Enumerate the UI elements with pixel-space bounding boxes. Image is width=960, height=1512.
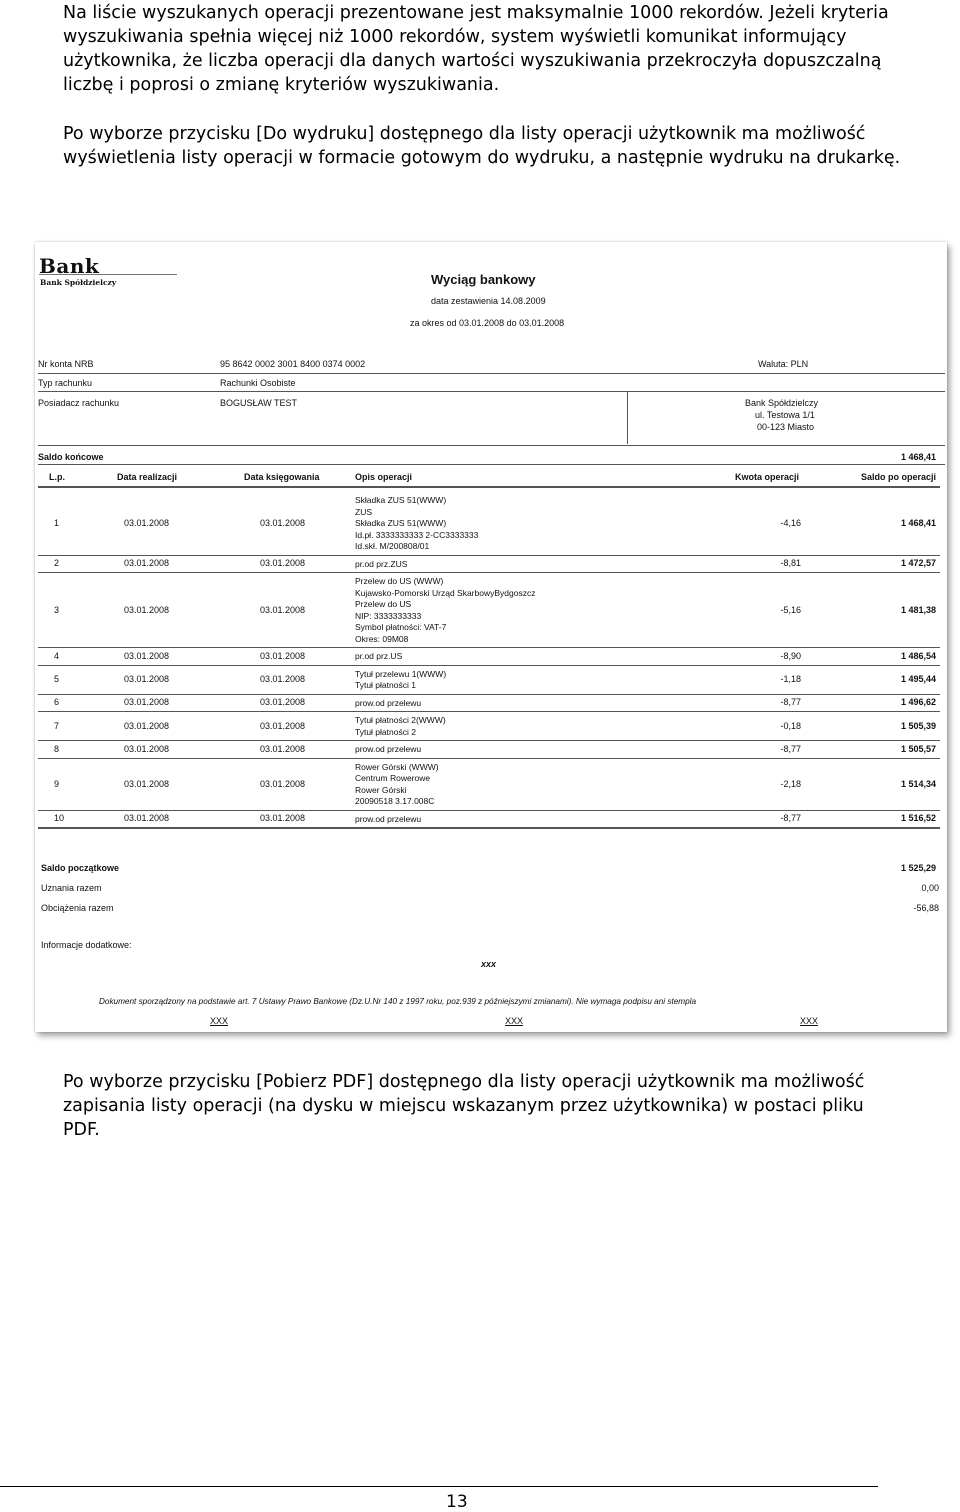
- additional-info-label: Informacje dodatkowe:: [41, 940, 132, 950]
- currency: Waluta: PLN: [758, 359, 809, 369]
- row-description-line: prow.od przelewu: [355, 813, 422, 824]
- row-description-line: Symbol płatności: VAT-7: [355, 622, 447, 632]
- row-lp: 3: [54, 604, 60, 615]
- row-description-line: ZUS: [355, 506, 372, 517]
- row-description-line: Id.skł. M/200808/01: [355, 541, 430, 551]
- additional-info-value: xxx: [481, 959, 497, 969]
- row-amount: -2,18: [780, 778, 801, 789]
- col-amount: Kwota operacji: [735, 472, 800, 482]
- divider: [38, 373, 945, 374]
- row-lp: 8: [54, 743, 60, 754]
- row-description-line: Rower Górski (WWW): [355, 761, 439, 772]
- col-posting-date: Data księgowania: [244, 472, 320, 482]
- divider: [627, 392, 628, 444]
- row-divider: [38, 665, 940, 666]
- page-number: 13: [446, 1492, 468, 1512]
- row-description-line: Tytuł płatności 2(WWW): [355, 715, 446, 725]
- row-realization-date: 03.01.2008: [124, 778, 170, 789]
- initial-balance-value: 1 525,29: [900, 863, 936, 873]
- row-balance: 1 505,39: [900, 720, 936, 731]
- row-divider: [38, 647, 940, 648]
- row-amount: -8,77: [780, 743, 801, 754]
- row-realization-date: 03.01.2008: [124, 604, 170, 615]
- row-amount: -8,81: [780, 558, 801, 569]
- row-description-line: Składka ZUS 51(WWW): [355, 518, 447, 528]
- print-button-paragraph: Po wyborze przycisku [Do wydruku] dostępnego dla listy operacji użytkownik ma możliwość wyświetlenia listy operacji w formacie gotowym do wydruku, a następnie wydruku na drukarkę.: [63, 124, 901, 168]
- row-realization-date: 03.01.2008: [124, 813, 170, 824]
- divider: [38, 464, 945, 465]
- row-posting-date: 03.01.2008: [260, 674, 306, 684]
- divider: [38, 391, 945, 392]
- row-divider: [38, 740, 940, 741]
- row-lp: 7: [54, 720, 60, 731]
- row-posting-date: 03.01.2008: [260, 558, 306, 569]
- initial-balance-label: Saldo początkowe: [41, 863, 120, 873]
- bank-logo: Bank: [39, 254, 100, 278]
- footer-mark-center: XXX: [505, 1016, 524, 1026]
- row-balance: 1 514,34: [900, 778, 936, 789]
- row-lp: 2: [54, 558, 60, 569]
- row-description-line: prow.od przelewu: [355, 744, 422, 754]
- statement-period: za okres od 03.01.2008 do 03.01.2008: [410, 318, 565, 328]
- row-posting-date: 03.01.2008: [260, 743, 306, 754]
- row-posting-date: 03.01.2008: [260, 720, 306, 731]
- footer-mark-left: XXX: [210, 1016, 229, 1026]
- statement-date: data zestawienia 14.08.2009: [431, 296, 546, 306]
- row-lp: 4: [54, 650, 60, 661]
- holder-value: BOGUSŁAW TEST: [220, 398, 298, 408]
- row-posting-date: 03.01.2008: [260, 813, 306, 824]
- row-description-line: pr.od prz.US: [355, 651, 403, 661]
- row-posting-date: 03.01.2008: [260, 778, 306, 789]
- row-lp: 6: [54, 697, 60, 708]
- credits-label: Uznania razem: [41, 883, 102, 893]
- footer-rule: [0, 1486, 878, 1487]
- row-description-line: Kujawsko-Pomorski Urząd SkarbowyBydgoszcz: [355, 587, 536, 598]
- row-balance: 1 468,41: [900, 517, 936, 528]
- row-divider: [38, 711, 940, 712]
- row-amount: -4,16: [780, 517, 801, 528]
- debits-value: -56,88: [913, 903, 939, 913]
- row-description-line: prow.od przelewu: [355, 697, 422, 708]
- row-amount: -8,77: [780, 813, 801, 824]
- row-amount: -8,77: [780, 697, 801, 708]
- row-realization-date: 03.01.2008: [124, 674, 170, 684]
- statement-title: Wyciąg bankowy: [431, 272, 536, 287]
- col-lp: L.p.: [49, 472, 65, 482]
- row-description: [355, 651, 402, 663]
- final-balance-label: Saldo końcowe: [38, 452, 104, 462]
- row-divider: [38, 694, 940, 695]
- row-divider: [38, 810, 940, 811]
- row-divider: [38, 555, 940, 556]
- table-end-divider: [38, 827, 940, 829]
- row-realization-date: 03.01.2008: [124, 558, 170, 569]
- col-balance: Saldo po operacji: [861, 472, 937, 482]
- row-description-line: 20090518 3.17.008C: [355, 796, 435, 806]
- holder-label: Posiadacz rachunku: [38, 398, 120, 408]
- row-divider: [38, 572, 940, 573]
- row-lp: 1: [54, 517, 60, 528]
- row-description-line: Tytuł płatności 1: [355, 680, 416, 690]
- row-lp: 10: [54, 813, 65, 824]
- row-amount: -0,18: [780, 720, 801, 731]
- final-balance-value: 1 468,41: [900, 452, 936, 462]
- row-balance: 1 505,57: [900, 743, 936, 754]
- credits-value: 0,00: [921, 883, 939, 893]
- col-description: Opis operacji: [355, 472, 413, 482]
- row-posting-date: 03.01.2008: [260, 604, 306, 615]
- row-posting-date: 03.01.2008: [260, 650, 306, 661]
- row-description: [355, 762, 439, 808]
- row-realization-date: 03.01.2008: [124, 697, 170, 708]
- row-description-line: Składka ZUS 51(WWW): [355, 495, 447, 505]
- divider: [38, 445, 945, 446]
- bank-logo-subtitle: Bank Spółdzielczy: [40, 278, 117, 287]
- bank-city: 00-123 Miasto: [757, 422, 815, 432]
- intro-paragraph: Na liście wyszukanych operacji prezentowane jest maksymalnie 1000 rekordów. Jeżeli kryteria wyszukiwania spełnia więcej niż 1000 rekordów, system wyświetli komunikat informujący użytkownika, że liczba operacji dla danych wartości wyszukiwania przekroczyła dopuszczalną liczbę i poprosi o zmianę kryteriów wyszukiwania.: [63, 3, 889, 95]
- logo-divider: [39, 274, 177, 275]
- row-description-line: Rower Górski: [355, 784, 407, 795]
- row-description-line: NIP: 3333333333: [355, 610, 422, 621]
- row-lp: 5: [54, 674, 60, 684]
- row-description: [355, 576, 535, 645]
- row-description: [355, 814, 421, 826]
- col-realization-date: Data realizacji: [117, 472, 178, 482]
- account-value: 95 8642 0002 3001 8400 0374 0002: [220, 359, 366, 369]
- row-divider: [38, 758, 940, 759]
- bank-name: Bank Spółdzielczy: [745, 398, 819, 408]
- bank-street: ul. Testowa 1/1: [755, 410, 815, 420]
- row-balance: 1 516,52: [900, 813, 936, 824]
- row-balance: 1 472,57: [900, 558, 936, 569]
- row-lp: 9: [54, 778, 60, 789]
- row-realization-date: 03.01.2008: [124, 743, 170, 754]
- row-description: [355, 744, 421, 756]
- row-realization-date: 03.01.2008: [124, 720, 170, 731]
- row-balance: 1 486,54: [900, 650, 936, 661]
- row-amount: -8,90: [780, 650, 801, 661]
- account-type-label: Typ rachunku: [38, 378, 93, 388]
- row-description-line: Tytuł przelewu 1(WWW): [355, 668, 447, 679]
- row-description-line: Okres: 09M08: [355, 633, 409, 644]
- row-amount: -5,16: [780, 604, 801, 615]
- account-type-value: Rachunki Osobiste: [220, 378, 296, 388]
- legal-note: Dokument sporządzony na podstawie art. 7 Ustawy Prawo Bankowe (Dz.U.Nr 140 z 1997 roku, poz.939 z późniejszymi zmianami). Nie wymaga podpisu ani stempla: [99, 997, 697, 1006]
- account-label: Nr konta NRB: [38, 359, 94, 369]
- row-description-line: Id.pł. 3333333333 2-CC3333333: [355, 529, 479, 540]
- debits-label: Obciążenia razem: [41, 903, 114, 913]
- row-description: [355, 669, 446, 692]
- row-posting-date: 03.01.2008: [260, 517, 306, 528]
- row-description: [355, 559, 407, 571]
- row-description-line: Tytuł płatności 2: [355, 726, 416, 737]
- row-description-line: pr.od prz.ZUS: [355, 558, 408, 569]
- bank-statement-preview: [35, 242, 947, 1032]
- row-description: [355, 698, 421, 710]
- row-description-line: Centrum Rowerowe: [355, 773, 431, 783]
- row-amount: -1,18: [780, 674, 801, 684]
- row-realization-date: 03.01.2008: [124, 517, 170, 528]
- row-balance: 1 496,62: [900, 697, 936, 708]
- row-balance: 1 495,44: [900, 674, 936, 684]
- row-description: [355, 715, 446, 738]
- row-balance: 1 481,38: [900, 604, 936, 615]
- row-posting-date: 03.01.2008: [260, 697, 306, 708]
- footer-mark-right: XXX: [800, 1016, 819, 1026]
- row-description-line: Przelew do US: [355, 599, 412, 609]
- header-divider: [38, 486, 940, 488]
- row-realization-date: 03.01.2008: [124, 650, 170, 661]
- pdf-button-paragraph: Po wyborze przycisku [Pobierz PDF] dostępnego dla listy operacji użytkownik ma możliwość zapisania listy operacji (na dysku w miejscu wskazanym przez użytkownika) w postaci pliku PDF.: [63, 1072, 865, 1140]
- row-description: [355, 495, 478, 553]
- row-description-line: Przelew do US (WWW): [355, 576, 444, 586]
